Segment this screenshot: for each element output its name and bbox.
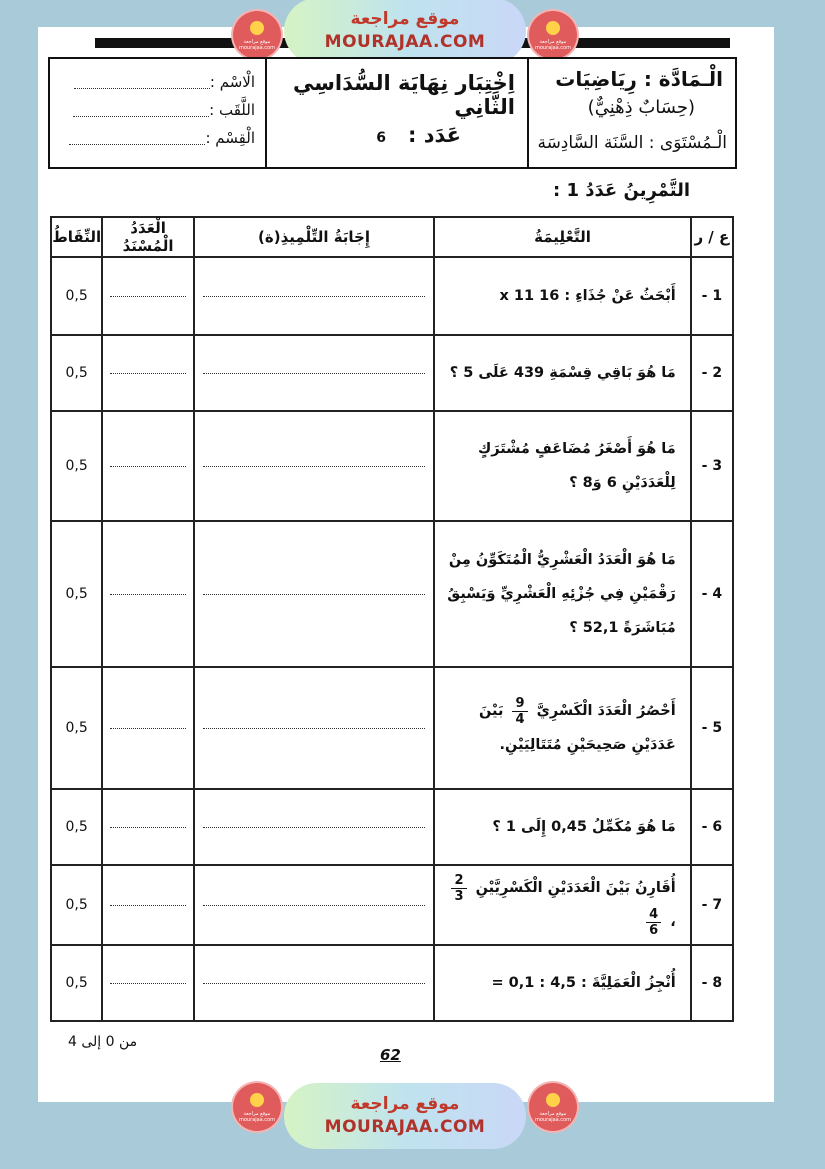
row-number: 5 - — [691, 667, 733, 789]
subject: الْـمَادَّة : رِيَاضِيَات — [555, 67, 723, 91]
row-number: 1 - — [691, 257, 733, 335]
fraction-4-6: $\frac{4}{6}$ — [646, 907, 661, 938]
instruction-cell: أُقَارِنُ بَيْنَ الْعَدَدَيْنِ الْكَسْرِيَّيْنِ $\frac{2}{3}$ ، $\frac{4}{6}$ — [434, 865, 691, 945]
answer-cell[interactable] — [194, 945, 434, 1021]
page-number: 62 — [380, 1046, 401, 1064]
table-row — [51, 521, 733, 667]
table-row — [51, 257, 733, 335]
exercise-title: التَّمْرِينُ عَدَدُ 1 : — [553, 180, 690, 201]
points-cell: 0,5 — [51, 335, 102, 411]
exam-number: عَدَد :6 — [376, 123, 461, 147]
points-cell: 0,5 — [51, 257, 102, 335]
given-cell[interactable] — [102, 667, 194, 789]
answer-cell[interactable] — [194, 789, 434, 865]
header-instruction: التَّعْلِيمَةُ — [434, 217, 691, 257]
row-number: 8 - — [691, 945, 733, 1021]
exam-header — [48, 57, 737, 169]
score-range: من 0 إلى 4 — [68, 1034, 138, 1050]
answer-cell[interactable] — [194, 411, 434, 521]
table-row — [51, 667, 733, 789]
given-cell[interactable] — [102, 789, 194, 865]
watermark-site-en: MOURAJAA.COM — [324, 1117, 486, 1137]
watermark-site-en: MOURAJAA.COM — [324, 32, 486, 52]
points-cell: 0,5 — [51, 521, 102, 667]
table-row — [51, 789, 733, 865]
exam-title-cell — [265, 59, 529, 167]
points-cell: 0,5 — [51, 411, 102, 521]
watermark-logo-icon: موقع مراجعة mourajaa.com — [529, 11, 577, 59]
watermark-site-ar: موقع مراجعة — [350, 1094, 460, 1114]
answer-cell[interactable] — [194, 865, 434, 945]
table-row — [51, 411, 733, 521]
instruction-cell: مَا هُوَ مُكَمِّلُ 0,45 إِلَى 1 ؟ — [434, 789, 691, 865]
row-number: 4 - — [691, 521, 733, 667]
watermark-top[interactable] — [284, 0, 526, 64]
row-number: 3 - — [691, 411, 733, 521]
given-cell[interactable] — [102, 945, 194, 1021]
points-cell: 0,5 — [51, 945, 102, 1021]
row-number: 7 - — [691, 865, 733, 945]
watermark-logo-icon: موقع مراجعة mourajaa.com — [233, 11, 281, 59]
exercise-table — [50, 216, 734, 1022]
subject-cell — [527, 59, 737, 167]
table-header-row — [51, 217, 733, 257]
watermark-logo-icon: موقع مراجعة mourajaa.com — [529, 1083, 577, 1131]
fraction-2-3: $\frac{2}{3}$ — [451, 873, 466, 904]
instruction-cell: أَحْصُرُ الْعَدَدَ الْكَسْرِيَّ $\frac{9}{4}$ بَيْنَ عَدَدَيْنِ صَحِيحَيْنِ مُتَتَالِيَيْنِ. — [434, 667, 691, 789]
table-row — [51, 865, 733, 945]
name-field[interactable]: الْاسْم : — [66, 73, 255, 91]
given-cell[interactable] — [102, 865, 194, 945]
table-row — [51, 335, 733, 411]
subject-sub: (حِسَابٌ ذِهْنِيٌّ) — [587, 97, 695, 118]
points-cell: 0,5 — [51, 865, 102, 945]
answer-cell[interactable] — [194, 667, 434, 789]
points-cell: 0,5 — [51, 789, 102, 865]
header-points: النِّقَاطُ — [51, 217, 102, 257]
instruction-cell: مَا هُوَ بَاقِي قِسْمَةِ 439 عَلَى 5 ؟ — [434, 335, 691, 411]
given-cell[interactable] — [102, 257, 194, 335]
level: الْـمُسْتَوَى : السَّنَة السَّادِسَة — [537, 133, 727, 153]
row-number: 6 - — [691, 789, 733, 865]
watermark-site-ar: موقع مراجعة — [350, 9, 460, 29]
given-cell[interactable] — [102, 521, 194, 667]
given-cell[interactable] — [102, 411, 194, 521]
points-cell: 0,5 — [51, 667, 102, 789]
fraction-9-4: $\frac{9}{4}$ — [512, 696, 527, 727]
watermark-bottom[interactable] — [284, 1083, 526, 1149]
instruction-cell: أُنْجِزُ الْعَمَلِيَّةَ : 4,5 : 0,1 = — [434, 945, 691, 1021]
exam-title: اِخْتِبَار نِهَايَة السُّدَاسِي الثَّانِي — [292, 71, 515, 119]
instruction-cell: مَا هُوَ أَصْغَرُ مُضَاعَفٍ مُشْتَرَكٍ لِلْعَدَدَيْنِ 6 وَ8 ؟ — [434, 411, 691, 521]
given-cell[interactable] — [102, 335, 194, 411]
header-answer: إِجَابَةُ التِّلْمِيذِ(ة) — [194, 217, 434, 257]
surname-field[interactable]: اللَّقَب : — [65, 101, 255, 119]
row-number: 2 - — [691, 335, 733, 411]
table-row — [51, 945, 733, 1021]
student-info — [50, 59, 265, 167]
instruction-cell: مَا هُوَ الْعَدَدُ الْعَشْرِيُّ الْمُتَكَوِّنُ مِنْ رَقْمَيْنِ فِي جُزْئِهِ الْعَشْرِيِّ وَيَسْبِقُ مُبَاشَرَةً 52,1 ؟ — [434, 521, 691, 667]
header-given: الْعَدَدُ الْمُسْنَدُ — [102, 217, 194, 257]
instruction-cell: أَبْحَثُ عَنْ جُذَاءِ : 16 x 11 — [434, 257, 691, 335]
watermark-logo-icon: موقع مراجعة mourajaa.com — [233, 1083, 281, 1131]
answer-cell[interactable] — [194, 257, 434, 335]
answer-cell[interactable] — [194, 335, 434, 411]
answer-cell[interactable] — [194, 521, 434, 667]
header-num: ع / ر — [691, 217, 733, 257]
class-field[interactable]: الْقِسْم : — [61, 129, 255, 147]
